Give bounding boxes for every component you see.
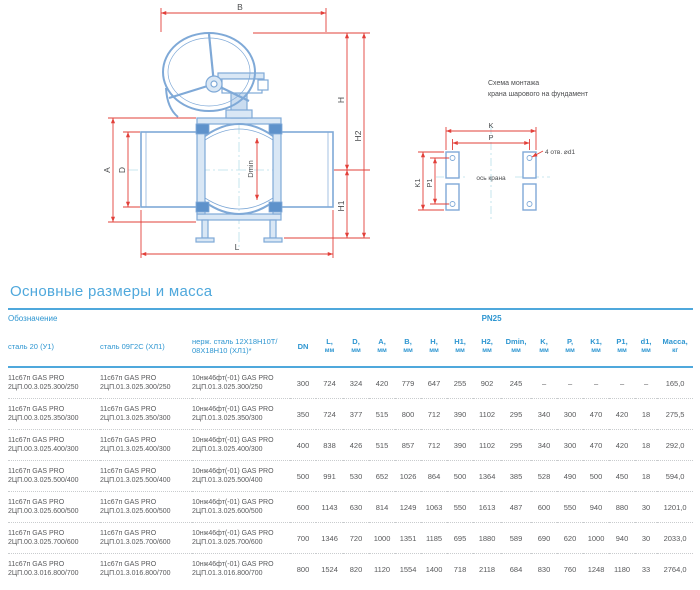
designation-stainless: 10нж46фт(-01) GAS PRO 2ЦП.01.3.025.350/300 bbox=[192, 399, 290, 430]
table-row bbox=[8, 399, 693, 430]
designation-stainless: 10нж46фт(-01) GAS PRO 2ЦП.01.3.025.300/250 bbox=[192, 367, 290, 399]
dimension-value: 295 bbox=[501, 430, 531, 461]
dimension-value: 1063 bbox=[421, 492, 447, 523]
dimension-value: 1351 bbox=[395, 523, 421, 554]
designation-stainless: 10нж46фт(-01) GAS PRO 2ЦП.01.3.016.800/700 bbox=[192, 561, 274, 577]
dimension-value: 292,0 bbox=[657, 430, 693, 461]
dimension-value: 690 bbox=[531, 523, 557, 554]
table-row bbox=[8, 367, 693, 399]
dimension-value: 18 bbox=[635, 461, 657, 492]
column-header-H2: H2, мм bbox=[473, 326, 501, 367]
column-header-D: D, мм bbox=[343, 326, 369, 367]
designation-steel20: 11с67п GAS PRO 2ЦП.00.3.025.350/300 bbox=[8, 399, 100, 430]
column-header-P1: P1, мм bbox=[609, 326, 635, 367]
dimension-value: 18 bbox=[635, 399, 657, 430]
dn-value: 500 bbox=[290, 461, 316, 492]
dim-label-P: P bbox=[488, 133, 494, 142]
dimension-value: 718 bbox=[453, 564, 467, 574]
dimension-value: 940 bbox=[583, 492, 609, 523]
column-header-steel09g2s: сталь 09Г2С (ХЛ1) bbox=[100, 326, 192, 367]
mounting-scheme bbox=[413, 80, 589, 220]
technical-drawing bbox=[0, 0, 700, 282]
axis-label: ось крана bbox=[476, 175, 506, 182]
designation-steel09g2s: 11с67п GAS PRO 2ЦП.01.3.025.500/400 bbox=[100, 461, 192, 492]
dimension-value: 880 bbox=[609, 492, 635, 523]
dimension-value: 1102 bbox=[473, 430, 501, 461]
dimension-value: 1880 bbox=[473, 523, 501, 554]
dimension-value: 620 bbox=[557, 523, 583, 554]
dimension-value: 864 bbox=[421, 461, 447, 492]
dimension-value: 487 bbox=[501, 492, 531, 523]
dimension-value: 255 bbox=[447, 367, 473, 399]
dimension-value: 470 bbox=[583, 430, 609, 461]
dimension-value: 500 bbox=[447, 461, 473, 492]
designation-steel20: 11с67п GAS PRO 2ЦП.00.3.025.600/500 bbox=[8, 492, 100, 523]
dimension-value: – bbox=[531, 367, 557, 399]
dimension-value: 295 bbox=[501, 399, 531, 430]
dimension-value: 779 bbox=[395, 367, 421, 399]
pn-header: PN25 bbox=[481, 313, 502, 323]
dimension-value: 594,0 bbox=[657, 461, 693, 492]
dimension-value: 515 bbox=[369, 399, 395, 430]
dimension-value: 390 bbox=[447, 430, 473, 461]
dimension-value: 300 bbox=[557, 430, 583, 461]
dimension-value: 1201,0 bbox=[657, 492, 693, 523]
dimension-value: – bbox=[609, 367, 635, 399]
table-row bbox=[8, 461, 693, 492]
dimension-value: 500 bbox=[583, 461, 609, 492]
dimension-value: – bbox=[635, 367, 657, 399]
dn-value: 800 bbox=[296, 564, 310, 574]
dimension-value: 1180 bbox=[613, 564, 631, 574]
designation-steel09g2s: 11с67п GAS PRO 2ЦП.01.3.016.800/700 bbox=[100, 561, 171, 577]
table-body bbox=[8, 367, 693, 584]
dimension-value: 652 bbox=[369, 461, 395, 492]
column-header-d1: d1, мм bbox=[635, 326, 657, 367]
designation-stainless: 10нж46фт(-01) GAS PRO 2ЦП.01.3.025.500/400 bbox=[192, 461, 290, 492]
dimension-value: 165,0 bbox=[657, 367, 693, 399]
dimension-value: 720 bbox=[343, 523, 369, 554]
column-header-steel20: сталь 20 (У1) bbox=[8, 326, 100, 367]
dn-value: 300 bbox=[290, 367, 316, 399]
dn-value: 400 bbox=[290, 430, 316, 461]
dimension-value: 2764,0 bbox=[663, 564, 687, 574]
dim-label-L: L bbox=[234, 242, 240, 252]
dimension-value: – bbox=[583, 367, 609, 399]
dim-label-Dmin: Dmin bbox=[246, 160, 255, 178]
dimension-value: 1400 bbox=[425, 564, 443, 574]
designation-steel09g2s: 11с67п GAS PRO 2ЦП.01.3.025.700/600 bbox=[100, 523, 192, 554]
gearbox bbox=[218, 73, 268, 118]
dimension-value: 712 bbox=[421, 399, 447, 430]
dimension-value: 724 bbox=[316, 367, 343, 399]
dimension-value: 490 bbox=[557, 461, 583, 492]
designation-steel09g2s: 11с67п GAS PRO 2ЦП.01.3.025.400/300 bbox=[100, 430, 192, 461]
dimensions-table bbox=[8, 308, 693, 584]
dimension-value: 712 bbox=[421, 430, 447, 461]
dimension-value: 377 bbox=[343, 399, 369, 430]
dimension-value: 275,5 bbox=[657, 399, 693, 430]
dimension-value: 1249 bbox=[395, 492, 421, 523]
dim-label-B: B bbox=[237, 2, 243, 12]
dimension-value: 991 bbox=[316, 461, 343, 492]
dimension-value: 420 bbox=[609, 430, 635, 461]
dimension-value: 515 bbox=[369, 430, 395, 461]
dn-value: 700 bbox=[290, 523, 316, 554]
dimensions-table-section bbox=[8, 281, 692, 584]
column-header-A: A, мм bbox=[369, 326, 395, 367]
dimension-value: 600 bbox=[531, 492, 557, 523]
column-header-mass: Масса, кг bbox=[657, 326, 693, 367]
dimension-value: 857 bbox=[395, 430, 421, 461]
dimension-value: 630 bbox=[343, 492, 369, 523]
dimension-value: 684 bbox=[509, 564, 523, 574]
column-header-dn: DN bbox=[290, 326, 316, 367]
dimension-value: 814 bbox=[369, 492, 395, 523]
dimension-value: 1248 bbox=[587, 564, 605, 574]
dimension-value: 420 bbox=[369, 367, 395, 399]
table-title: Основные размеры и масса bbox=[10, 283, 213, 300]
dimension-value: 1000 bbox=[583, 523, 609, 554]
designation-steel20: 11с67п GAS PRO 2ЦП.00.3.016.800/700 bbox=[8, 561, 79, 577]
dimension-value: 1364 bbox=[473, 461, 501, 492]
dimension-value: 647 bbox=[421, 367, 447, 399]
dimension-value: 1524 bbox=[321, 564, 338, 574]
holes-label: 4 отв. ⌀d1 bbox=[545, 149, 576, 156]
designation-stainless: 10нж46фт(-01) GAS PRO 2ЦП.01.3.025.700/600 bbox=[192, 523, 290, 554]
dimension-value: 340 bbox=[531, 399, 557, 430]
dimension-value: 695 bbox=[447, 523, 473, 554]
dimension-value: 1185 bbox=[421, 523, 447, 554]
dn-value: 350 bbox=[290, 399, 316, 430]
dimension-value: 528 bbox=[531, 461, 557, 492]
dimension-value: 33 bbox=[641, 564, 651, 574]
designation-header: Обозначение bbox=[8, 313, 58, 323]
dimension-value: 245 bbox=[501, 367, 531, 399]
designation-stainless: 10нж46фт(-01) GAS PRO 2ЦП.01.3.025.400/300 bbox=[192, 430, 290, 461]
dim-label-H2: H2 bbox=[353, 130, 363, 142]
dimension-value: 800 bbox=[395, 399, 421, 430]
dimension-value: 724 bbox=[316, 399, 343, 430]
dimension-value: 589 bbox=[501, 523, 531, 554]
dimension-value: 470 bbox=[583, 399, 609, 430]
designation-steel09g2s: 11с67п GAS PRO 2ЦП.01.3.025.300/250 bbox=[100, 367, 192, 399]
dimension-value: 550 bbox=[447, 492, 473, 523]
column-header-K: K, мм bbox=[531, 326, 557, 367]
dimension-value: 1026 bbox=[395, 461, 421, 492]
dimension-value: 390 bbox=[447, 399, 473, 430]
dimension-value: 838 bbox=[316, 430, 343, 461]
pipe-left bbox=[141, 132, 198, 207]
dim-label-P1: P1 bbox=[425, 178, 434, 188]
dimension-value: – bbox=[557, 367, 583, 399]
dn-value: 600 bbox=[290, 492, 316, 523]
pipe-right bbox=[280, 132, 333, 207]
dimension-value: 30 bbox=[635, 523, 657, 554]
dimension-value: 1120 bbox=[373, 564, 391, 574]
column-header-B: B, мм bbox=[395, 326, 421, 367]
column-header-K1: K1, мм bbox=[583, 326, 609, 367]
table-row bbox=[8, 554, 693, 585]
valve-front-view bbox=[102, 2, 370, 258]
mounting-title-line2: крана шарового на фундамент bbox=[488, 91, 589, 98]
dimension-value: 1143 bbox=[316, 492, 343, 523]
column-header-P: P, мм bbox=[557, 326, 583, 367]
dim-label-K1: K1 bbox=[413, 178, 422, 188]
column-header-stainless: нерж. сталь 12Х18Н10Т/ 08Х18Н10 (ХЛ1)* bbox=[192, 326, 290, 367]
designation-steel09g2s: 11с67п GAS PRO 2ЦП.01.3.025.600/500 bbox=[100, 492, 192, 523]
dim-label-D: D bbox=[117, 166, 127, 174]
dimension-value: 385 bbox=[501, 461, 531, 492]
dimension-value: 1000 bbox=[369, 523, 395, 554]
table-row bbox=[8, 492, 693, 523]
mounting-title-line1: Схема монтажа bbox=[488, 80, 540, 87]
designation-stainless: 10нж46фт(-01) GAS PRO 2ЦП.01.3.025.600/500 bbox=[192, 492, 290, 523]
dimension-value: 1346 bbox=[316, 523, 343, 554]
dimension-value: 830 bbox=[537, 564, 551, 574]
dimension-value: 1613 bbox=[473, 492, 501, 523]
dim-label-H: H bbox=[336, 96, 346, 104]
dimension-value: 550 bbox=[557, 492, 583, 523]
dimension-value: 300 bbox=[557, 399, 583, 430]
dimension-value: 940 bbox=[609, 523, 635, 554]
dimension-value: 2118 bbox=[478, 564, 496, 574]
dimension-value: 450 bbox=[609, 461, 635, 492]
dim-label-A: A bbox=[102, 167, 112, 173]
dimension-value: 760 bbox=[563, 564, 577, 574]
column-header-Dmin: Dmin, мм bbox=[501, 326, 531, 367]
designation-steel09g2s: 11с67п GAS PRO 2ЦП.01.3.025.350/300 bbox=[100, 399, 192, 430]
dimension-value: 2033,0 bbox=[657, 523, 693, 554]
designation-steel20: 11с67п GAS PRO 2ЦП.00.3.025.700/600 bbox=[8, 523, 100, 554]
dim-label-K: K bbox=[488, 121, 494, 130]
dimension-value: 1102 bbox=[473, 399, 501, 430]
dimension-value: 820 bbox=[349, 564, 363, 574]
dim-label-H1: H1 bbox=[336, 200, 346, 212]
dimension-value: 530 bbox=[343, 461, 369, 492]
dimension-value: 902 bbox=[473, 367, 501, 399]
dimension-value: 340 bbox=[531, 430, 557, 461]
dimension-value: 426 bbox=[343, 430, 369, 461]
column-header-H: H, мм bbox=[421, 326, 447, 367]
designation-steel20: 11с67п GAS PRO 2ЦП.00.3.025.300/250 bbox=[8, 367, 100, 399]
dimension-value: 324 bbox=[343, 367, 369, 399]
column-header-L: L, мм bbox=[316, 326, 343, 367]
dimension-value: 30 bbox=[635, 492, 657, 523]
dimension-value: 1554 bbox=[399, 564, 417, 574]
dimension-value: 18 bbox=[635, 430, 657, 461]
designation-steel20: 11с67п GAS PRO 2ЦП.00.3.025.400/300 bbox=[8, 430, 100, 461]
column-header-H1: H1, мм bbox=[447, 326, 473, 367]
designation-steel20: 11с67п GAS PRO 2ЦП.00.3.025.500/400 bbox=[8, 461, 100, 492]
table-row bbox=[8, 523, 693, 554]
table-row bbox=[8, 430, 693, 461]
dimension-value: 420 bbox=[609, 399, 635, 430]
